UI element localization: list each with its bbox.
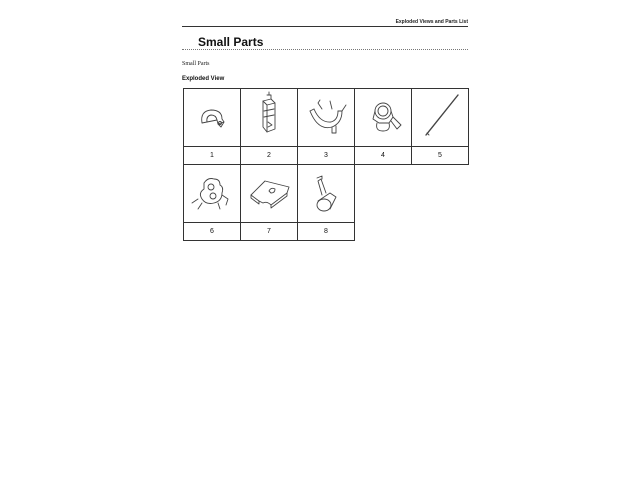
nylon-connector-icon xyxy=(241,89,297,147)
part-number-8: 8 xyxy=(298,223,355,241)
part-cell-7 xyxy=(241,165,298,223)
part-number-7: 7 xyxy=(241,223,298,241)
page-title: Small Parts xyxy=(198,35,264,49)
p-clamp-icon xyxy=(184,89,240,147)
part-cell-3 xyxy=(298,89,355,147)
part-cell-8 xyxy=(298,165,355,223)
push-rivet-icon xyxy=(298,165,354,223)
header-rule xyxy=(182,26,468,27)
part-cell-6 xyxy=(184,165,241,223)
intro-text: Small Parts xyxy=(182,61,210,67)
part-number-4: 4 xyxy=(355,147,412,165)
spring-clip-icon xyxy=(298,89,354,147)
part-number-2: 2 xyxy=(241,147,298,165)
running-header: Exploded Views and Parts List xyxy=(395,19,468,25)
section-heading: Exploded View xyxy=(182,76,225,82)
parts-grid-row-2 xyxy=(183,164,355,241)
title-rule xyxy=(182,49,468,50)
part-number-6: 6 xyxy=(184,223,241,241)
cable-tie-mount-icon xyxy=(355,89,411,147)
edge-clip-icon xyxy=(184,165,240,223)
wire-pin-icon xyxy=(412,89,468,147)
part-cell-2 xyxy=(241,89,298,147)
part-cell-5 xyxy=(412,89,469,147)
part-cell-1 xyxy=(184,89,241,147)
flat-bracket-icon xyxy=(241,165,297,223)
part-number-1: 1 xyxy=(184,147,241,165)
part-number-5: 5 xyxy=(412,147,469,165)
part-cell-4 xyxy=(355,89,412,147)
parts-grid-row-1 xyxy=(183,88,469,165)
part-number-3: 3 xyxy=(298,147,355,165)
